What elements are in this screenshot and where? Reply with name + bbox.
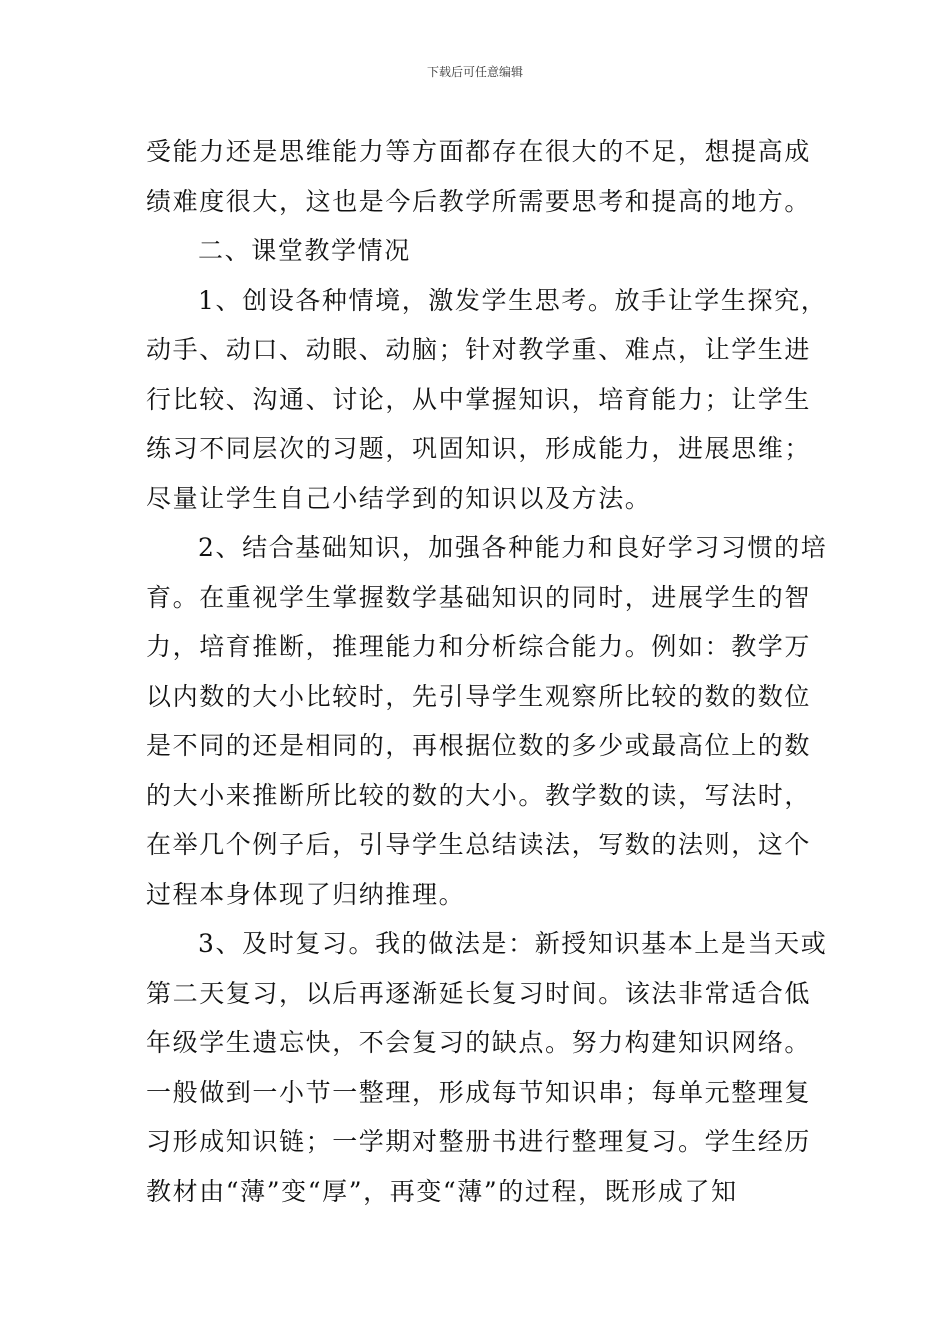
text-line: 在举几个例子后，引导学生总结读法，写数的法则，这个 — [146, 830, 812, 859]
text-line: 尽量让学生自己小结学到的知识以及方法。 — [146, 483, 652, 513]
text-line: 一般做到一小节一整理，形成每节知识串；每单元整理复 — [146, 1077, 812, 1107]
text-line: 1、创设各种情境，激发学生思考。放手让学生探究， — [198, 285, 828, 315]
page-header: 下载后可任意编辑 — [426, 65, 523, 79]
text-line: 习形成知识链；一学期对整册书进行整理复习。学生经历 — [146, 1127, 812, 1156]
text-line: 过程本身体现了归纳推理。 — [146, 879, 466, 909]
text-line: 3、及时复习。我的做法是：新授知识基本上是当天或 — [198, 929, 828, 958]
text-line: 以内数的大小比较时，先引导学生观察所比较的数的数位 — [146, 681, 812, 711]
text-line: 动手、动口、动眼、动脑；针对教学重、难点，让学生进 — [146, 335, 812, 364]
text-line: 2、结合基础知识，加强各种能力和良好学习习惯的培 — [198, 533, 828, 562]
text-line: 绩难度很大，这也是今后教学所需要思考和提高的地方。 — [146, 186, 812, 216]
text-line: 年级学生遗忘快，不会复习的缺点。努力构建知识网络。 — [146, 1028, 812, 1057]
text-line: 教材由“薄”变“厚”，再变“薄”的过程，既形成了知 — [146, 1176, 738, 1206]
text-line: 育。在重视学生掌握数学基础知识的同时，进展学生的智 — [146, 582, 812, 612]
text-line: 力，培育推断，推理能力和分析综合能力。例如：教学万 — [146, 632, 812, 661]
text-line: 二、课堂教学情况 — [198, 236, 411, 265]
text-line: 练习不同层次的习题，巩固知识，形成能力，进展思维； — [146, 434, 812, 463]
text-line: 是不同的还是相同的，再根据位数的多少或最高位上的数 — [146, 731, 812, 760]
body-text — [146, 127, 828, 1216]
text-line: 的大小来推断所比较的数的大小。教学数的读，写法时， — [146, 780, 812, 810]
text-line: 行比较、沟通、讨论，从中掌握知识，培育能力；让学生 — [146, 384, 812, 414]
text-line: 第二天复习，以后再逐渐延长复习时间。该法非常适合低 — [146, 978, 812, 1008]
text-line: 受能力还是思维能力等方面都存在很大的不足，想提高成 — [146, 137, 812, 166]
